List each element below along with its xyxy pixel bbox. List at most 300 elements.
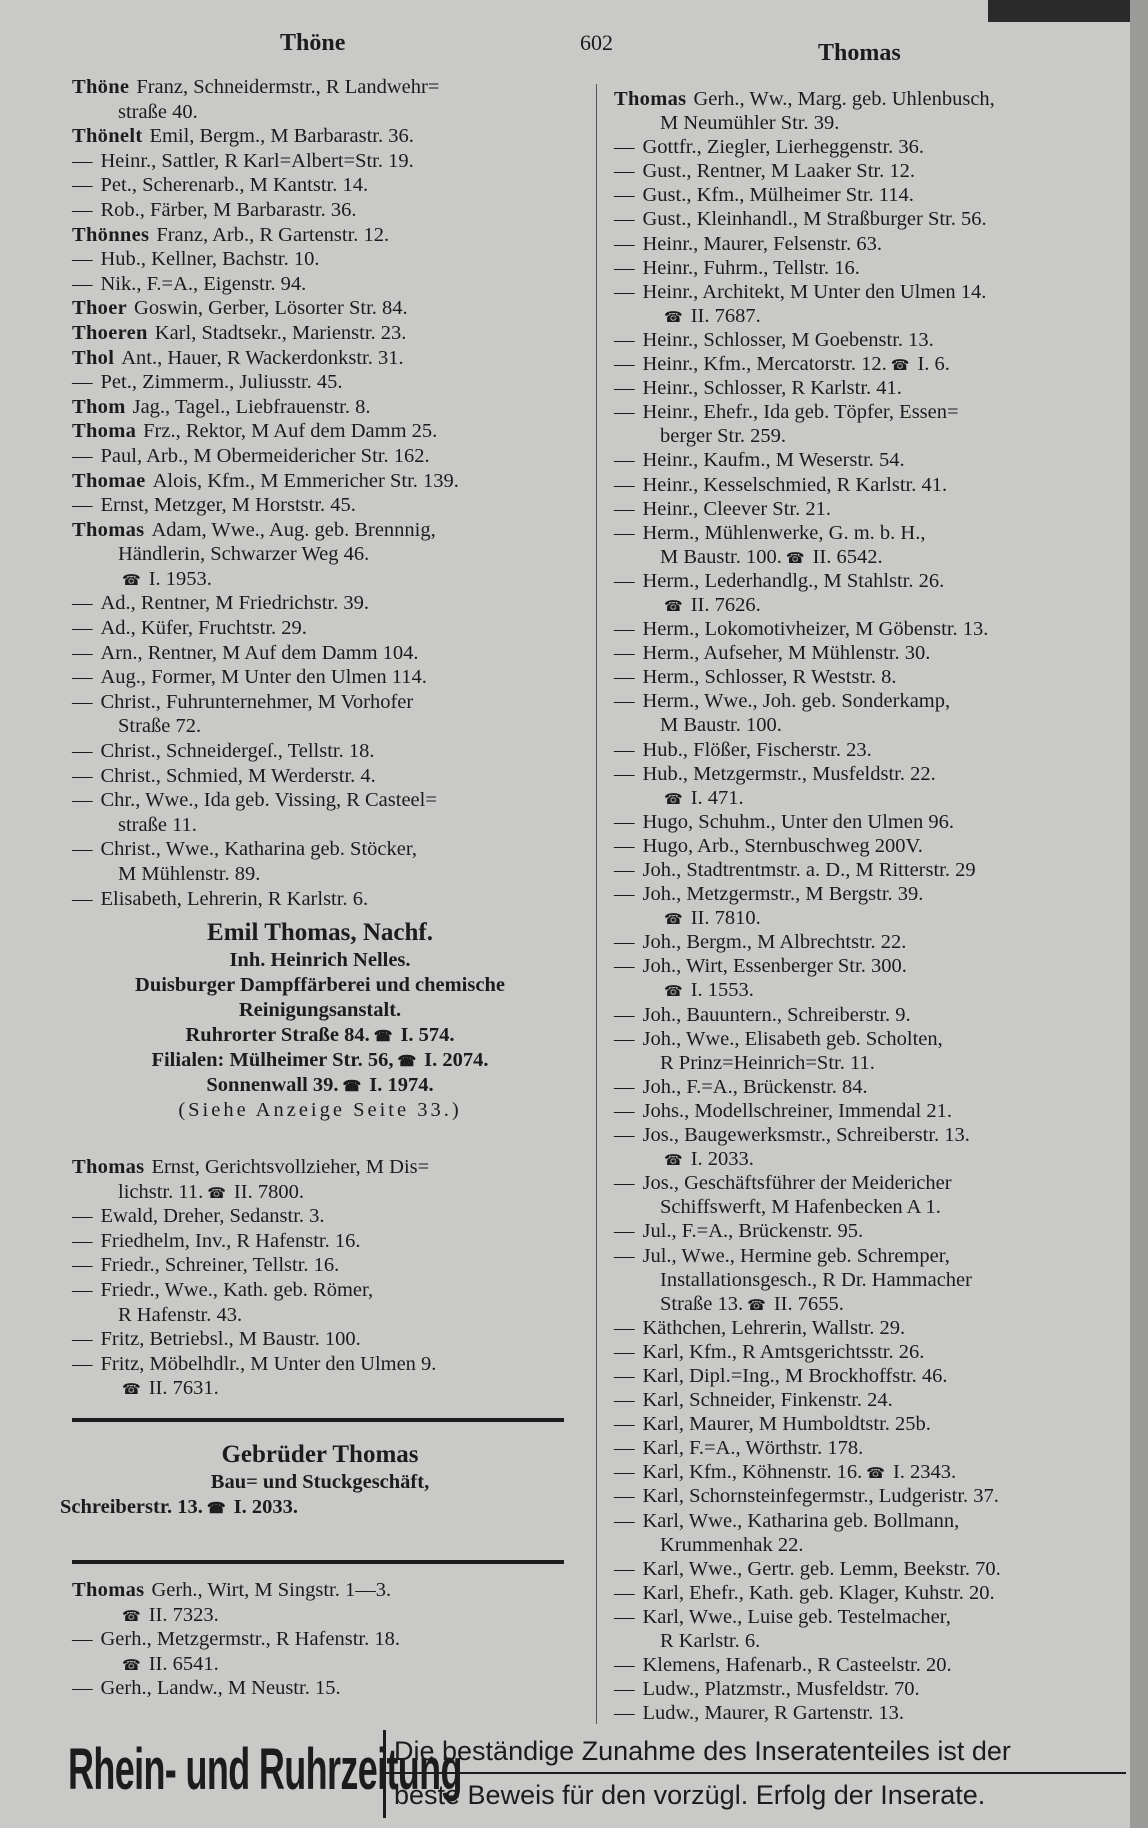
entry-line: [614, 906, 1001, 930]
entry-dash: —: [72, 248, 93, 271]
telephone-icon: ☎: [122, 1608, 141, 1625]
directory-entry: [72, 321, 459, 346]
surname: Thomae: [72, 469, 146, 492]
entry-line: [614, 111, 1001, 135]
directory-entry: [614, 665, 1001, 689]
directory-entry: [614, 834, 1001, 858]
entry-text: Hugo, Arb., Sternbuschweg 200V.: [642, 834, 923, 857]
entry-dash: —: [614, 1099, 635, 1122]
directory-entry: [72, 493, 459, 518]
surname: Thoeren: [72, 321, 148, 344]
entry-line: [614, 328, 1001, 352]
entry-text: Heinr., Schlosser, M Goebenstr. 13.: [642, 328, 934, 351]
entry-dash: —: [614, 1003, 635, 1026]
directory-entry: [614, 1364, 1001, 1388]
directory-entry: [72, 346, 459, 371]
entry-text: Gust., Kleinhandl., M Straßburger Str. 56.: [642, 208, 987, 231]
entry-dash: —: [614, 1172, 635, 1195]
entry-text: Heinr., Kesselschmied, R Karlstr. 41.: [642, 473, 948, 496]
telephone-icon: ☎: [664, 598, 683, 615]
telephone-icon: ☎: [206, 1501, 226, 1517]
directory-entry: [614, 1316, 1001, 1340]
entry-dash: —: [72, 789, 93, 812]
entry-line: [614, 1364, 1001, 1388]
directory-entry: [72, 124, 459, 149]
directory-entry: [72, 690, 459, 739]
entry-line: [614, 1677, 1001, 1701]
entry-line: [614, 810, 1001, 834]
entry-text: Heinr., Architekt, M Unter den Ulmen 14.: [642, 280, 987, 303]
ad-line: [60, 1048, 580, 1073]
phone-number: I. 1553.: [690, 979, 754, 1002]
entry-line: [614, 593, 1001, 617]
entry-line: [72, 1676, 400, 1701]
entry-line: [614, 400, 1001, 424]
directory-entry: [72, 837, 459, 886]
entry-text: Joh., F.=A., Brückenstr. 84.: [642, 1075, 868, 1098]
entry-line: [72, 1253, 436, 1278]
directory-entry: [614, 1509, 1001, 1557]
entry-text: Gerh., Landw., M Neustr. 15.: [100, 1677, 341, 1700]
directory-entry: [72, 1578, 400, 1627]
entry-line: [614, 135, 1001, 159]
entry-line: [72, 149, 459, 174]
entry-line: [614, 1340, 1001, 1364]
directory-entry: [72, 887, 459, 912]
directory-entry: [614, 1436, 1001, 1460]
entry-line: [614, 1147, 1001, 1171]
entry-text: straße 11.: [118, 813, 197, 836]
entry-dash: —: [614, 642, 635, 665]
entry-line: [614, 497, 1001, 521]
divider-rule: [72, 1560, 564, 1564]
entry-text: Ernst, Gerichtsvollzieher, M Dis=: [151, 1156, 430, 1178]
entry-dash: —: [72, 592, 93, 615]
telephone-icon: ☎: [747, 1297, 766, 1314]
entry-text: Hugo, Schuhm., Unter den Ulmen 96.: [642, 810, 954, 833]
entry-line: [72, 1204, 436, 1229]
entry-text: Reinigungsanstalt.: [238, 999, 402, 1021]
entry-dash: —: [614, 401, 635, 424]
entry-text: Karl, Maurer, M Humboldtstr. 25b.: [642, 1413, 931, 1436]
directory-entry: [614, 1605, 1001, 1653]
directory-entry: [614, 1003, 1001, 1027]
directory-entry: [72, 469, 459, 494]
telephone-icon: ☎: [122, 572, 141, 589]
entry-line: [72, 419, 459, 444]
entry-line: [72, 1376, 436, 1401]
surname: Thoma: [72, 420, 137, 443]
directory-entry: [614, 569, 1001, 617]
directory-entry: [614, 232, 1001, 256]
entry-dash: —: [72, 617, 93, 640]
entry-text: Ewald, Dreher, Sedanstr. 3.: [100, 1205, 325, 1228]
entry-line: [72, 395, 459, 420]
entry-line: [72, 1578, 400, 1603]
entry-line: [72, 1155, 436, 1180]
entry-line: [72, 272, 459, 297]
ad-line: [60, 998, 580, 1023]
entry-dash: —: [72, 1205, 93, 1228]
entry-dash: —: [614, 1340, 635, 1363]
phone-number: I. 2033.: [233, 1496, 298, 1518]
scan-edge: [988, 0, 1148, 22]
ad-line: [60, 1440, 580, 1470]
banner-line-2: beste Beweis für den vorzügl. Erfolg der Inserate.: [394, 1780, 986, 1810]
banner-title: Rhein- und Ruhrzeitung: [68, 1737, 462, 1802]
entry-text: Ruhrorter Straße 84.: [185, 1024, 370, 1046]
entry-text: lichstr. 11.: [118, 1180, 204, 1203]
directory-entry: [614, 1340, 1001, 1364]
entry-line: [72, 616, 459, 641]
entry-line: [72, 788, 459, 813]
entry-text: Händlerin, Schwarzer Weg 46.: [118, 543, 370, 566]
directory-entry: [614, 183, 1001, 207]
entry-line: [614, 376, 1001, 400]
directory-entry: [614, 1244, 1001, 1316]
directory-entry: [72, 272, 459, 297]
entry-dash: —: [614, 1654, 635, 1677]
directory-entry: [614, 1171, 1001, 1219]
entry-line: [614, 617, 1001, 641]
entry-text: Karl, Dipl.=Ing., M Brockhoffstr. 46.: [642, 1364, 948, 1387]
directory-entry: [72, 1155, 436, 1204]
entry-line: [614, 304, 1001, 328]
entry-text: Nik., F.=A., Eigenstr. 94.: [100, 272, 307, 295]
column-divider: [596, 84, 597, 1724]
entry-dash: —: [614, 1316, 635, 1339]
entry-text: (Siehe Anzeige Seite 33.): [178, 1099, 462, 1121]
directory-entry: [614, 641, 1001, 665]
entry-text: Goswin, Gerber, Lösorter Str. 84.: [134, 297, 408, 320]
entry-line: [614, 473, 1001, 497]
directory-entry: [72, 444, 459, 469]
directory-entry: [72, 739, 459, 764]
entry-dash: —: [72, 887, 93, 910]
divider-rule: [72, 1418, 564, 1422]
entry-text: Herm., Lederhandlg., M Stahlstr. 26.: [642, 569, 945, 592]
entry-line: [72, 1180, 436, 1205]
entry-line: [72, 518, 459, 543]
entry-dash: —: [614, 1702, 635, 1725]
directory-entry: [72, 1627, 400, 1676]
entry-text: Christ., Wwe., Katharina geb. Stöcker,: [100, 838, 417, 861]
entry-text: Joh., Bauuntern., Schreiberstr. 9.: [642, 1003, 911, 1026]
entry-text: Karl, Schornsteinfegermstr., Ludgeristr. 37.: [642, 1485, 999, 1508]
entry-line: [72, 247, 459, 272]
entry-text: Joh., Bergm., M Albrechtstr. 22.: [642, 931, 907, 954]
entry-text: Straße 72.: [118, 715, 202, 738]
entry-dash: —: [614, 1364, 635, 1387]
directory-entry: [614, 328, 1001, 352]
entry-line: [72, 739, 459, 764]
entry-text: Franz, Arb., R Gartenstr. 12.: [156, 223, 390, 246]
phone-number: I. 1953.: [148, 567, 212, 590]
entry-line: [614, 159, 1001, 183]
entry-dash: —: [72, 740, 93, 763]
ad-line: [60, 1495, 580, 1520]
entry-text: Herm., Aufseher, M Mühlenstr. 30.: [642, 642, 931, 665]
entry-text: Klemens, Hafenarb., R Casteelstr. 20.: [642, 1654, 952, 1677]
entry-dash: —: [614, 738, 635, 761]
left-column-entries-3: [72, 1578, 400, 1701]
entry-text: R Hafenstr. 43.: [118, 1303, 243, 1326]
entry-line: [72, 346, 459, 371]
phone-number: II. 7800.: [233, 1180, 304, 1203]
entry-text: M Mühlenstr. 89.: [118, 863, 261, 885]
directory-entry: [614, 448, 1001, 472]
entry-dash: —: [614, 931, 635, 954]
entry-dash: —: [72, 1328, 93, 1351]
directory-entry: [72, 1327, 436, 1352]
directory-entry: [614, 1653, 1001, 1677]
running-head-right: Thomas: [818, 40, 901, 66]
entry-text: Hub., Kellner, Bachstr. 10.: [100, 248, 320, 271]
advertisement-emil-thomas: [60, 918, 580, 1123]
directory-entry: [72, 1676, 400, 1701]
entry-text: straße 40.: [118, 100, 198, 123]
entry-text: Chr., Wwe., Ida geb. Vissing, R Casteel=: [100, 789, 437, 812]
directory-entry: [614, 159, 1001, 183]
entry-line: [72, 714, 459, 739]
entry-line: [72, 1652, 400, 1677]
entry-line: [614, 1388, 1001, 1412]
ad-line: [60, 1023, 580, 1048]
directory-entry: [614, 1123, 1001, 1171]
banner-slogan: [383, 1730, 1126, 1818]
entry-text: M Baustr. 100.: [660, 714, 782, 737]
entry-text: Ad., Rentner, M Friedrichstr. 39.: [100, 592, 369, 615]
entry-line: [614, 352, 1001, 376]
entry-line: [614, 1653, 1001, 1677]
entry-text: Karl, Stadtsekr., Marienstr. 23.: [154, 321, 407, 344]
entry-dash: —: [614, 1461, 635, 1484]
entry-line: [72, 124, 459, 149]
telephone-icon: ☎: [785, 550, 805, 567]
right-column-entries: [614, 87, 1001, 1725]
entry-text: Gottfr., Ziegler, Lierheggenstr. 36.: [642, 136, 925, 159]
left-column-entries: [72, 75, 459, 911]
directory-entry: [614, 280, 1001, 328]
entry-text: Ludw., Platzmstr., Musfeldstr. 70.: [642, 1678, 920, 1701]
surname: Thom: [72, 395, 126, 418]
entry-dash: —: [72, 444, 93, 467]
entry-dash: —: [72, 149, 93, 172]
telephone-icon: ☎: [122, 1382, 141, 1399]
entry-dash: —: [72, 174, 93, 197]
entry-line: [614, 1629, 1001, 1653]
entry-line: [614, 858, 1001, 882]
entry-line: [614, 954, 1001, 978]
entry-text: berger Str. 259.: [660, 425, 787, 448]
telephone-icon: ☎: [890, 358, 910, 375]
entry-text: Schreiberstr. 13.: [60, 1496, 203, 1518]
entry-line: [72, 887, 459, 912]
directory-entry: [72, 1204, 436, 1229]
entry-dash: —: [614, 160, 635, 183]
entry-text: R Karlstr. 6.: [660, 1630, 761, 1652]
entry-line: [614, 1027, 1001, 1051]
entry-text: Heinr., Cleever Str. 21.: [642, 497, 831, 520]
entry-text: Hub., Flößer, Fischerstr. 23.: [642, 738, 872, 761]
directory-entry: [614, 930, 1001, 954]
entry-text: Pet., Scherenarb., M Kantstr. 14.: [100, 174, 369, 197]
telephone-icon: ☎: [664, 791, 683, 808]
directory-entry: [614, 256, 1001, 280]
entry-dash: —: [614, 1509, 635, 1532]
directory-entry: [614, 497, 1001, 521]
entry-line: [614, 786, 1001, 810]
directory-entry: [614, 207, 1001, 231]
directory-entry: [72, 764, 459, 789]
directory-entry: [614, 810, 1001, 834]
ad-line: [60, 973, 580, 998]
entry-text: Jul., Wwe., Hermine geb. Schremper,: [642, 1244, 950, 1267]
entry-line: [614, 713, 1001, 737]
left-column-entries-2: [72, 1155, 436, 1401]
entry-line: [614, 834, 1001, 858]
entry-text: Alois, Kfm., M Emmericher Str. 139.: [152, 469, 459, 492]
entry-dash: —: [614, 834, 635, 857]
entry-text: Fritz, Möbelhdlr., M Unter den Ulmen 9.: [100, 1352, 437, 1375]
entry-dash: —: [614, 690, 635, 713]
entry-text: Adam, Wwe., Aug. geb. Brennnig,: [151, 518, 436, 541]
entry-dash: —: [614, 859, 635, 881]
entry-dash: —: [72, 1229, 93, 1252]
entry-text: Ernst, Metzger, M Horststr. 45.: [100, 494, 356, 517]
entry-text: Schiffswerft, M Hafenbecken A 1.: [660, 1196, 941, 1219]
entry-line: [614, 1195, 1001, 1219]
entry-dash: —: [72, 272, 93, 295]
entry-line: [614, 1244, 1001, 1268]
entry-line: [614, 1075, 1001, 1099]
entry-line: [72, 444, 459, 469]
entry-text: Gerh., Ww., Marg. geb. Uhlenbusch,: [693, 88, 995, 110]
entry-text: Emil Thomas, Nachf.: [207, 919, 433, 946]
phone-number: II. 7323.: [148, 1603, 219, 1626]
entry-text: Herm., Lokomotivheizer, M Göbenstr. 13.: [642, 618, 989, 641]
entry-line: [72, 469, 459, 494]
entry-dash: —: [614, 1581, 635, 1604]
entry-dash: —: [614, 1220, 635, 1243]
entry-dash: —: [614, 280, 635, 303]
telephone-icon: ☎: [207, 1185, 226, 1202]
entry-dash: —: [72, 1278, 93, 1301]
directory-entry: [72, 419, 459, 444]
entry-line: [614, 1099, 1001, 1123]
directory-entry: [614, 954, 1001, 1002]
entry-dash: —: [614, 232, 635, 255]
directory-entry: [614, 1075, 1001, 1099]
entry-text: Karl, Ehefr., Kath. geb. Klager, Kuhstr. 20.: [642, 1581, 995, 1604]
entry-dash: —: [614, 449, 635, 472]
entry-text: Sonnenwall 39.: [206, 1074, 339, 1096]
surname: Thomas: [72, 1156, 145, 1178]
entry-text: Herm., Schlosser, R Weststr. 8.: [642, 666, 897, 689]
directory-entry: [614, 1677, 1001, 1701]
entry-dash: —: [72, 1254, 93, 1277]
entry-line: [72, 100, 459, 125]
phone-number: I. 574.: [400, 1024, 455, 1046]
telephone-icon: ☎: [664, 984, 683, 1001]
entry-dash: —: [614, 256, 635, 279]
entry-dash: —: [72, 838, 93, 861]
directory-entry: [614, 1581, 1001, 1605]
phone-number: II. 7626.: [690, 593, 761, 616]
entry-dash: —: [72, 666, 93, 689]
directory-entry: [72, 591, 459, 616]
entry-line: [72, 1603, 400, 1628]
surname: Thöne: [72, 76, 130, 98]
entry-dash: —: [614, 497, 635, 520]
entry-text: Ludw., Maurer, R Gartenstr. 13.: [642, 1702, 904, 1725]
entry-text: Duisburger Dampffärberei und chemische: [135, 974, 505, 996]
entry-dash: —: [614, 883, 635, 906]
entry-dash: —: [72, 690, 93, 713]
entry-dash: —: [614, 955, 635, 978]
entry-dash: —: [614, 136, 635, 159]
banner-line-1: Die beständige Zunahme des Inseratenteiles ist der: [386, 1730, 1126, 1774]
entry-line: [72, 665, 459, 690]
entry-line: [72, 591, 459, 616]
phone-number: II. 6542.: [812, 545, 883, 568]
entry-line: [614, 1268, 1001, 1292]
entry-line: [614, 1436, 1001, 1460]
entry-dash: —: [72, 1352, 93, 1375]
entry-dash: —: [614, 1075, 635, 1098]
entry-dash: —: [614, 377, 635, 400]
entry-text: Karl, Wwe., Gertr. geb. Lemm, Beekstr. 70.: [642, 1557, 1001, 1580]
entry-line: [614, 1171, 1001, 1195]
entry-text: Elisabeth, Lehrerin, R Karlstr. 6.: [100, 887, 369, 910]
entry-text: Fritz, Betriebsl., M Baustr. 100.: [100, 1328, 361, 1351]
entry-text: Friedr., Schreiner, Tellstr. 16.: [100, 1254, 340, 1277]
directory-entry: [72, 1229, 436, 1254]
entry-dash: —: [72, 198, 93, 221]
telephone-icon: ☎: [664, 309, 683, 326]
directory-entry: [614, 1412, 1001, 1436]
entry-text: Karl, F.=A., Wörthstr. 178.: [642, 1437, 864, 1460]
entry-line: [614, 207, 1001, 231]
directory-entry: [614, 617, 1001, 641]
entry-text: Straße 13.: [660, 1292, 744, 1315]
entry-text: Arn., Rentner, M Auf dem Damm 104.: [100, 641, 419, 664]
entry-text: Filialen: Mülheimer Str. 56,: [151, 1049, 394, 1071]
directory-entry: [614, 376, 1001, 400]
entry-dash: —: [614, 473, 635, 496]
directory-entry: [72, 641, 459, 666]
entry-text: Heinr., Kfm., Mercatorstr. 12.: [642, 353, 887, 376]
entry-line: [614, 1581, 1001, 1605]
ad-line: [60, 1073, 580, 1098]
entry-line: [72, 690, 459, 715]
entry-dash: —: [614, 618, 635, 641]
entry-text: Gust., Rentner, M Laaker Str. 12.: [642, 160, 915, 183]
entry-text: Heinr., Kaufm., M Weserstr. 54.: [642, 449, 905, 472]
entry-text: Heinr., Schlosser, R Karlstr. 41.: [642, 377, 902, 400]
entry-text: Karl, Wwe., Katharina geb. Bollmann,: [642, 1509, 960, 1532]
entry-text: Karl, Wwe., Luise geb. Testelmacher,: [642, 1605, 951, 1628]
entry-line: [614, 1316, 1001, 1340]
entry-line: [72, 862, 459, 887]
entry-text: Joh., Wirt, Essenberger Str. 300.: [642, 955, 907, 978]
phone-number: II. 6541.: [148, 1652, 219, 1675]
entry-line: [614, 1509, 1001, 1533]
entry-text: Jos., Geschäftsführer der Meidericher: [642, 1172, 952, 1195]
directory-entry: [614, 352, 1001, 376]
directory-entry: [614, 1484, 1001, 1508]
directory-entry: [72, 198, 459, 223]
